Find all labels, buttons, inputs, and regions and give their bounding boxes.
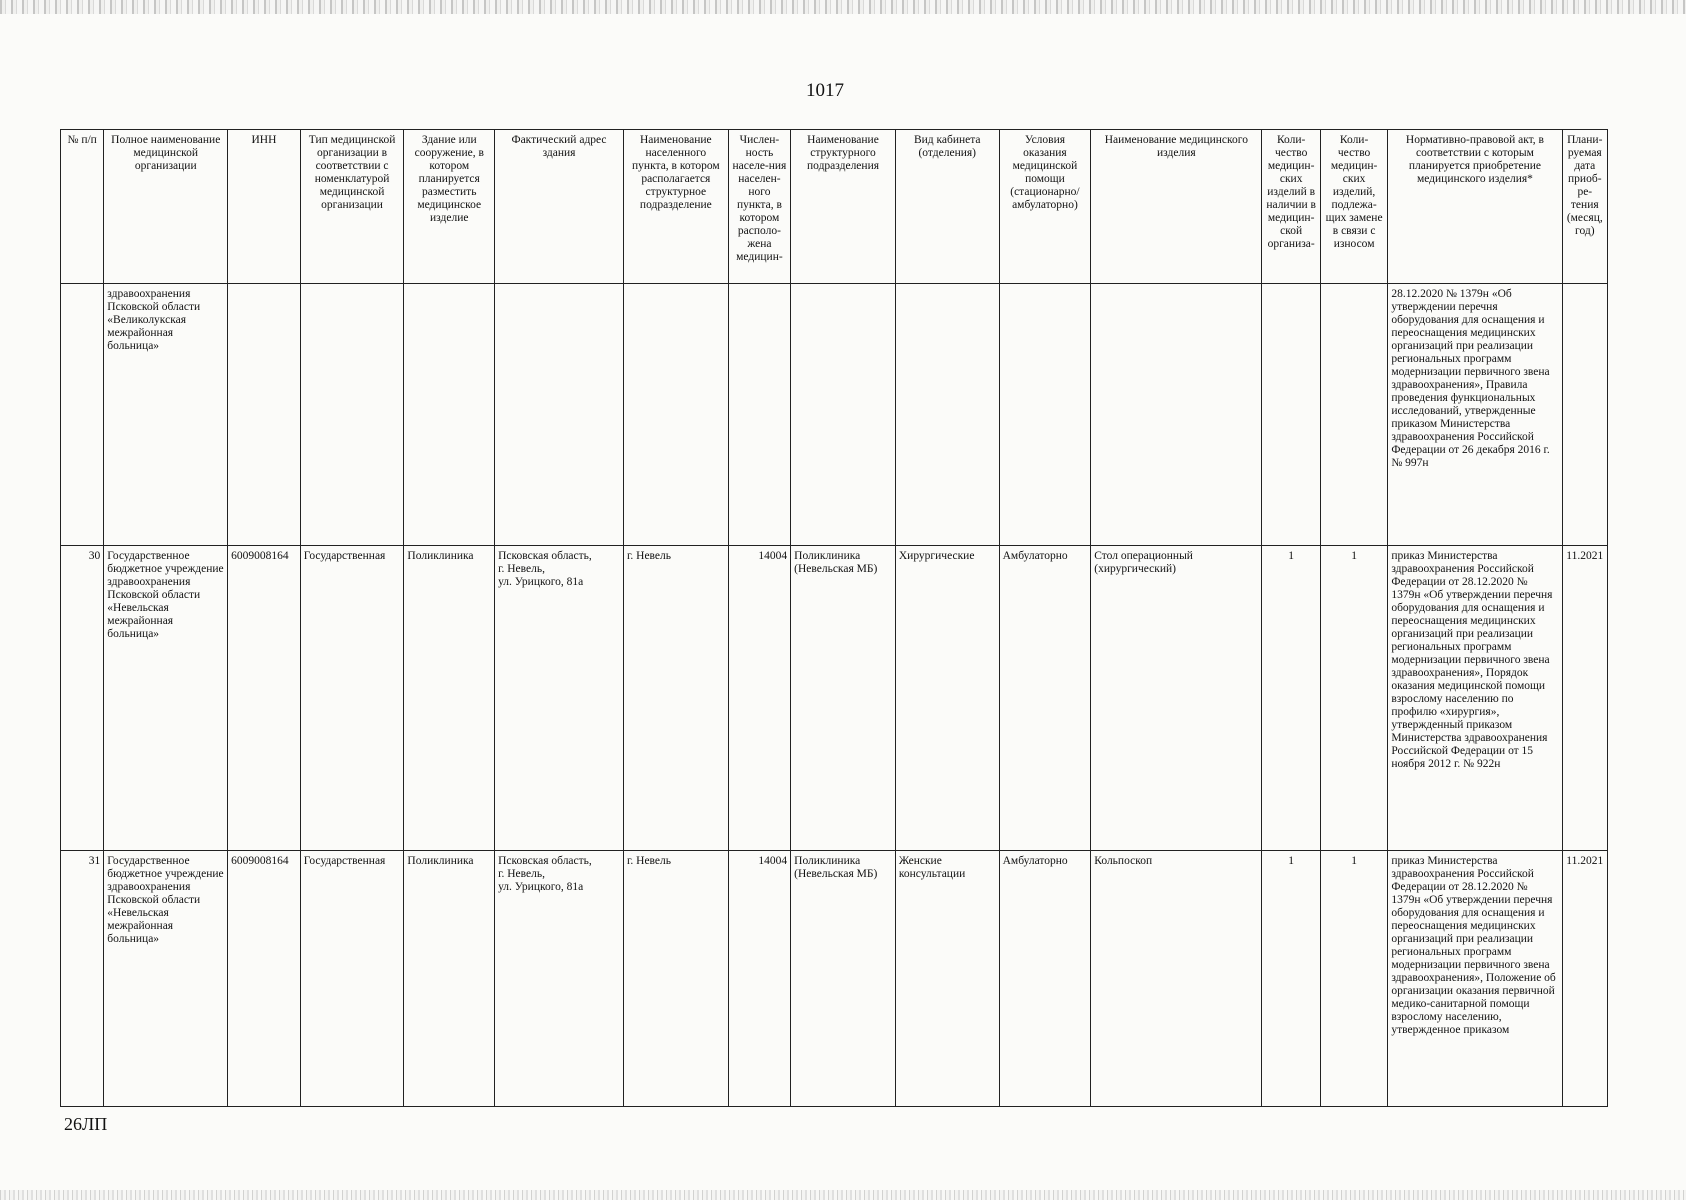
cell-inn: 6009008164	[228, 851, 301, 1107]
cell-device	[1091, 284, 1262, 546]
table-row	[61, 284, 1608, 546]
table-header-row	[61, 130, 1608, 284]
cell-act: 28.12.2020 № 1379н «Об утверждении перечня оборудования для оснащения и переоснащения медицинских организаций при реализации региональных программ модернизации первичного звена здравоохранения», Правила проведения функциональных исследований, утвержденные приказом Министерства здравоохранения Российской Федерации от 26 декабря 2016 г. № 997н	[1388, 284, 1562, 546]
cell-population: 14004	[728, 851, 790, 1107]
header-qty-have: Коли-чество медицин-ских изделий в наличии в медицин-ской организа-	[1262, 130, 1320, 284]
cell-type: Государственная	[300, 851, 404, 1107]
header-qty-replace: Коли-чество медицин-ских изделий, подлежа-щих замене в связи с износом	[1320, 130, 1387, 284]
header-act: Нормативно-правовой акт, в соответствии с которым планируется приобретение медицинского изделия*	[1388, 130, 1562, 284]
table-row	[61, 546, 1608, 851]
cell-qty-have: 1	[1262, 851, 1320, 1107]
cell-org: Государственное бюджетное учреждение здравоохранения Псковской области «Невельская межрайонная больница»	[104, 851, 228, 1107]
cell-num: 30	[61, 546, 104, 851]
cell-type	[300, 284, 404, 546]
cell-act: приказ Министерства здравоохранения Российской Федерации от 28.12.2020 № 1379н «Об утверждении перечня оборудования для оснащения и переоснащения медицинских организаций при реализации региональных программ модернизации первичного звена здравоохранения», Положение об организации оказания первичной медико-санитарной помощи взрослому населению, утвержденное приказом	[1388, 851, 1562, 1107]
equipment-table	[60, 129, 1608, 1107]
header-device: Наименование медицинского изделия	[1091, 130, 1262, 284]
cell-org: здравоохранения Псковской области «Великолукская межрайонная больница»	[104, 284, 228, 546]
header-date: Плани-руемая дата приоб-ре-тения (месяц, год)	[1562, 130, 1607, 284]
header-num: № п/п	[61, 130, 104, 284]
cell-date	[1562, 284, 1607, 546]
cell-device: Стол операционный (хирургический)	[1091, 546, 1262, 851]
scan-edge-top	[0, 0, 1686, 14]
header-conditions: Условия оказания медицинской помощи (стационарно/ амбулаторно)	[999, 130, 1091, 284]
page-number: 1017	[806, 80, 844, 101]
cell-qty-have	[1262, 284, 1320, 546]
cell-date: 11.2021	[1562, 851, 1607, 1107]
header-type: Тип медицинской организации в соответствии с номенклатурой медицинской организации	[300, 130, 404, 284]
cell-qty-replace	[1320, 284, 1387, 546]
cell-inn: 6009008164	[228, 546, 301, 851]
header-inn: ИНН	[228, 130, 301, 284]
cell-unit: Поликлиника (Невельская МБ)	[791, 546, 896, 851]
cell-cabinet: Женские консультации	[895, 851, 999, 1107]
document-code: 26ЛП	[64, 1114, 108, 1134]
cell-num	[61, 284, 104, 546]
cell-building	[404, 284, 495, 546]
cell-building: Поликлиника	[404, 851, 495, 1107]
cell-conditions	[999, 284, 1091, 546]
header-org: Полное наименование медицинской организации	[104, 130, 228, 284]
scan-edge-bottom	[0, 1190, 1686, 1200]
cell-inn	[228, 284, 301, 546]
header-cabinet: Вид кабинета (отделения)	[895, 130, 999, 284]
cell-qty-have: 1	[1262, 546, 1320, 851]
header-address: Фактический адрес здания	[495, 130, 624, 284]
header-population: Числен-ность населе-ния населен-ного пункта, в котором располо-жена медицин-	[728, 130, 790, 284]
cell-building: Поликлиника	[404, 546, 495, 851]
cell-address: Псковская область, г. Невель, ул. Урицкого, 81а	[495, 851, 624, 1107]
cell-address	[495, 284, 624, 546]
cell-date: 11.2021	[1562, 546, 1607, 851]
cell-population	[728, 284, 790, 546]
cell-device: Кольпоскоп	[1091, 851, 1262, 1107]
cell-unit	[791, 284, 896, 546]
cell-act: приказ Министерства здравоохранения Российской Федерации от 28.12.2020 № 1379н «Об утверждении перечня оборудования для оснащения и переоснащения медицинских организаций при реализации региональных программ модернизации первичного звена здравоохранения», Порядок оказания медицинской помощи взрослому населению по профилю «хирургия», утвержденный приказом Министерства здравоохранения Российской Федерации от 15 ноября 2012 г. № 922н	[1388, 546, 1562, 851]
header-unit: Наименование структурного подразделения	[791, 130, 896, 284]
cell-locality	[623, 284, 728, 546]
cell-cabinet	[895, 284, 999, 546]
cell-address: Псковская область, г. Невель, ул. Урицкого, 81а	[495, 546, 624, 851]
cell-conditions: Амбулаторно	[999, 851, 1091, 1107]
cell-num: 31	[61, 851, 104, 1107]
cell-qty-replace: 1	[1320, 851, 1387, 1107]
cell-type: Государственная	[300, 546, 404, 851]
cell-population: 14004	[728, 546, 790, 851]
cell-locality: г. Невель	[623, 546, 728, 851]
cell-locality: г. Невель	[623, 851, 728, 1107]
table-row	[61, 851, 1608, 1107]
cell-unit: Поликлиника (Невельская МБ)	[791, 851, 896, 1107]
header-building: Здание или сооружение, в котором планируется разместить медицинское изделие	[404, 130, 495, 284]
header-locality: Наименование населенного пункта, в котором располагается структурное подразделение	[623, 130, 728, 284]
cell-cabinet: Хирургические	[895, 546, 999, 851]
cell-conditions: Амбулаторно	[999, 546, 1091, 851]
cell-qty-replace: 1	[1320, 546, 1387, 851]
cell-org: Государственное бюджетное учреждение здравоохранения Псковской области «Невельская межрайонная больница»	[104, 546, 228, 851]
